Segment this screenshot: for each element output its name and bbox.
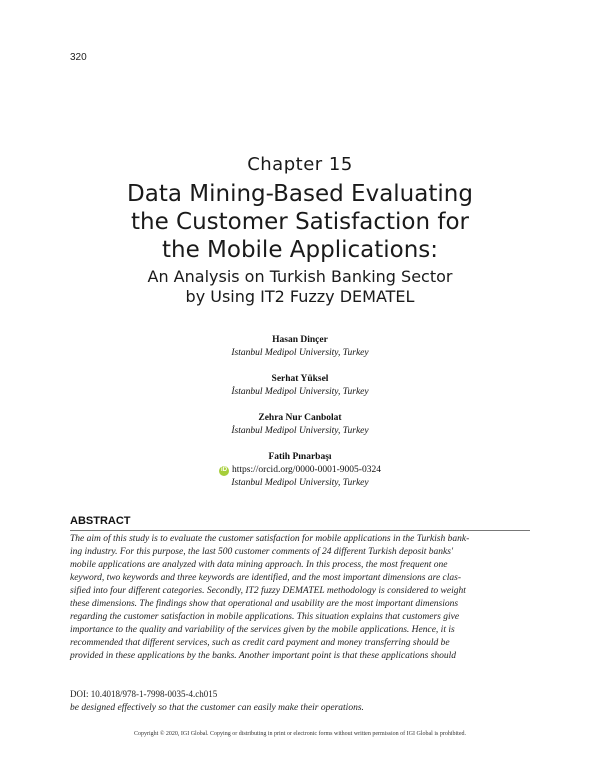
abstract-line: these dimensions. The findings show that operational and usability are the most important dimensions bbox=[70, 599, 459, 609]
author-block bbox=[150, 372, 450, 399]
author-block bbox=[150, 333, 450, 360]
author-name: Hasan Dinçer bbox=[272, 335, 328, 345]
chapter-title bbox=[60, 180, 540, 264]
abstract-line: importance to the quality and variability of the services given by the mobile applications. Hence, it is bbox=[70, 625, 455, 635]
subtitle-line: An Analysis on Turkish Banking Sector bbox=[147, 267, 453, 286]
title-line: the Mobile Applications: bbox=[161, 237, 439, 263]
abstract-line: The aim of this study is to evaluate the customer satisfaction for mobile applications in the Turkish bank- bbox=[70, 534, 470, 544]
author-list bbox=[150, 333, 450, 502]
author-affiliation: Istanbul Medipol University, Turkey bbox=[231, 348, 369, 358]
doi: DOI: 10.4018/978-1-7998-0035-4.ch015 bbox=[70, 689, 218, 699]
abstract-heading: ABSTRACT bbox=[70, 515, 131, 527]
abstract-continuation: be designed effectively so that the customer can easily make their operations. bbox=[70, 703, 364, 713]
author-name: Serhat Yüksel bbox=[271, 374, 329, 384]
author-block bbox=[150, 450, 450, 490]
copyright-notice: Copyright © 2020, IGI Global. Copying or distributing in print or electronic forms without written permission of IGI Global is prohibited. bbox=[133, 731, 466, 737]
author-name: Zehra Nur Canbolat bbox=[258, 413, 342, 423]
abstract-line: mobile applications are analyzed with data mining approach. In this process, the most frequent one bbox=[70, 560, 448, 570]
author-name: Fatih Pınarbaşı bbox=[268, 452, 332, 462]
abstract-line: regarding the customer satisfaction in mobile applications. This situation explains that customers give bbox=[70, 612, 460, 622]
orcid-icon: iD bbox=[219, 466, 229, 476]
author-affiliation: İstanbul Medipol University, Turkey bbox=[231, 426, 369, 436]
subtitle-line: by Using IT2 Fuzzy DEMATEL bbox=[185, 287, 415, 306]
abstract-line: keyword, two keywords and three keywords are identified, and the most important dimensions are clas- bbox=[70, 573, 462, 583]
abstract-line: sified into four different categories. Secondly, IT2 fuzzy DEMATEL methodology is considered to weight bbox=[70, 586, 466, 596]
chapter-label: Chapter 15 bbox=[247, 154, 353, 175]
abstract-line: recommended that different services, such as credit card payment and money transferring should be bbox=[70, 638, 450, 648]
author-affiliation: İstanbul Medipol University, Turkey bbox=[231, 387, 369, 397]
title-line: Data Mining-Based Evaluating bbox=[127, 181, 473, 207]
orcid-link[interactable]: https://orcid.org/0000-0001-9005-0324 bbox=[232, 465, 381, 475]
author-block bbox=[150, 411, 450, 438]
orcid-line bbox=[150, 464, 450, 477]
abstract-line: provided in these applications by the banks. Another important point is that these applications should bbox=[70, 651, 457, 661]
abstract-line: ing industry. For this purpose, the last 500 customer comments of 24 different Turkish deposit banks' bbox=[70, 547, 453, 557]
abstract-divider bbox=[70, 530, 530, 531]
chapter-subtitle bbox=[60, 267, 540, 307]
page-number: 320 bbox=[70, 52, 87, 63]
abstract-body bbox=[70, 533, 530, 663]
title-line: the Customer Satisfaction for bbox=[130, 209, 469, 235]
author-affiliation: Istanbul Medipol University, Turkey bbox=[231, 478, 369, 488]
